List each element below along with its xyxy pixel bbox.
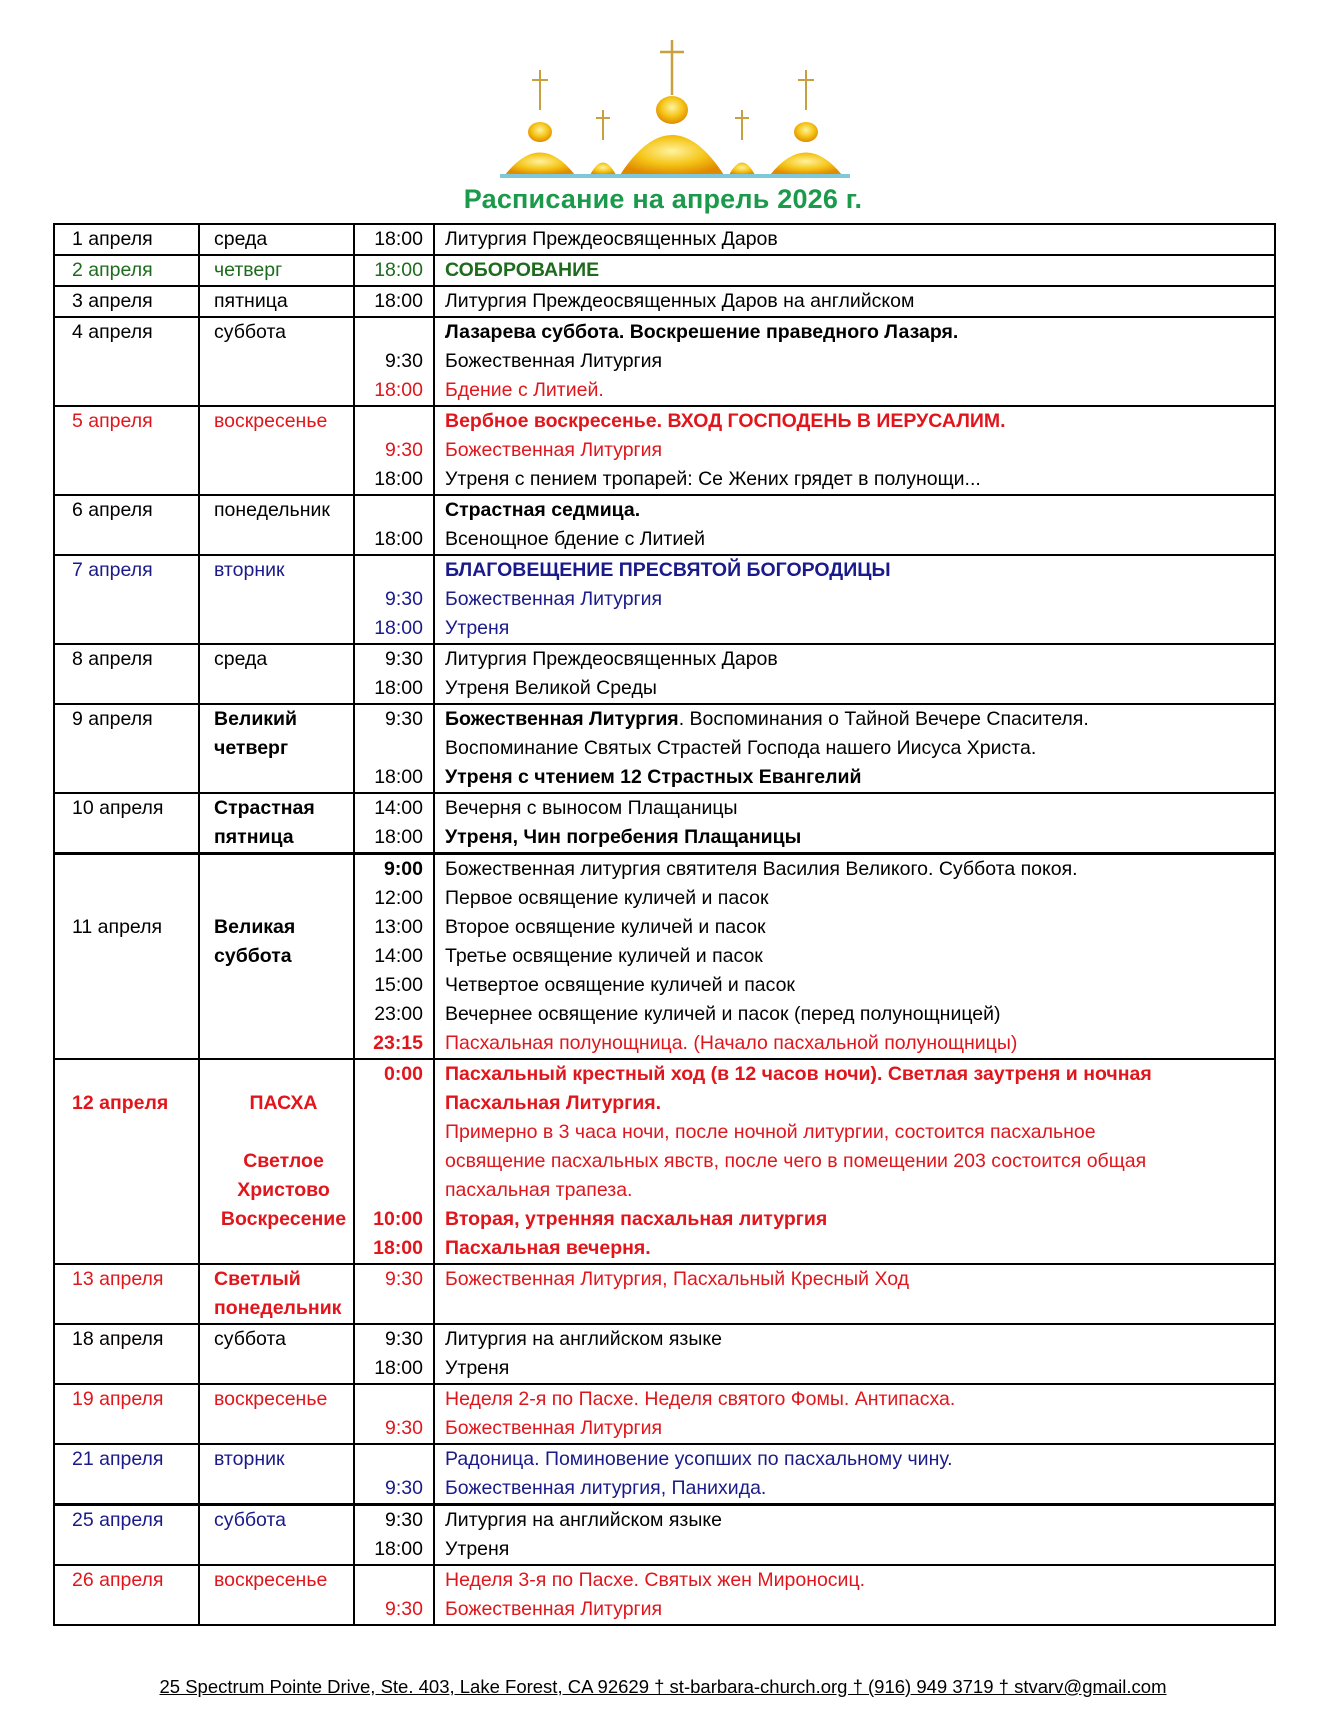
service-description [445,855,1274,884]
event-date: 6 апреля [72,499,153,521]
service-title: Второе освящение куличей и пасок [445,916,766,938]
service-description [445,376,1274,405]
weekday-label: воскресенье [214,410,328,432]
schedule-row [54,555,1275,644]
service-title: Божественная литургия святителя Василия Великого. Суббота покоя. [445,858,1078,880]
service-title: Божественная Литургия, Пасхальный Кресный Ход [445,1268,910,1290]
service-description [445,1474,1274,1503]
event-date: 4 апреля [72,321,153,343]
service-title: пасхальная трапеза. [445,1179,633,1201]
event-date: 12 апреля [72,1092,169,1114]
date-cell [54,406,199,495]
service-title: Неделя 3-я по Пасхе. Святых жен Мироносиц. [445,1569,866,1591]
service-description [445,585,1274,614]
weekday-label: Великая [214,916,296,938]
weekday-cell [199,406,354,495]
weekday-cell [199,644,354,704]
weekday-label: среда [214,648,268,670]
weekday-label: вторник [214,559,285,581]
date-cell [54,1059,199,1264]
weekday-label: понедельник [214,499,330,521]
service-description [445,1445,1274,1474]
service-title: БЛАГОВЕЩЕНИЕ ПРЕСВЯТОЙ БОГОРОДИЦЫ [445,559,891,581]
service-description [445,645,1274,674]
service-time [355,1445,423,1474]
service-title: Утреня Великой Среды [445,677,657,699]
service-title: Лазарева суббота. Воскрешение праведного Лазаря. [445,321,959,343]
weekday-label: суббота [214,1509,287,1531]
schedule-row [54,1264,1275,1324]
event-date: 2 апреля [72,259,153,281]
weekday-label: Воскресение [220,1208,347,1230]
service-time: 9:30 [385,708,423,730]
service-description [445,225,1274,254]
service-time [355,1385,423,1414]
weekday-label: Страстная [214,797,315,819]
service-description [445,1414,1274,1443]
service-title: Пасхальная полунощница. (Начало пасхальной полунощницы) [445,1032,1018,1054]
service-time [355,1566,423,1595]
description-cell [434,255,1275,286]
service-title: Воспоминание Святых Страстей Господа нашего Иисуса Христа. [445,737,1037,759]
service-description [445,794,1274,823]
date-cell [54,286,199,317]
service-description [445,1147,1274,1176]
time-cell [354,555,434,644]
schedule-row [54,644,1275,704]
service-time: 0:00 [383,1063,423,1085]
service-title: Вторая, утренняя пасхальная литургия [445,1208,828,1230]
weekday-label: суббота [214,945,292,967]
spacer [445,1294,1274,1323]
service-title: Неделя 2-я по Пасхе. Неделя святого Фомы. Антипасха. [445,1388,956,1410]
schedule-row [54,1444,1275,1505]
weekday-label: пятница [214,290,288,312]
schedule-row [54,1059,1275,1264]
event-date: 5 апреля [72,410,153,432]
service-title: Литургия Преждеосвященных Даров [445,648,778,670]
weekday-cell [199,317,354,406]
date-cell [54,1565,199,1625]
service-time: 23:15 [373,1032,423,1054]
service-time [355,496,423,525]
service-time [355,1147,423,1176]
service-description [445,1535,1274,1564]
service-description [445,942,1274,971]
service-description [445,525,1274,554]
weekday-cell [199,1264,354,1324]
date-cell [54,555,199,644]
time-cell [354,406,434,495]
weekday-label: воскресенье [214,1388,328,1410]
service-title: Утреня, Чин погребения Плащаницы [445,826,802,848]
service-note: . Воспоминания о Тайной Вечере Спасителя. [678,708,1089,730]
event-date: 25 апреля [72,1509,164,1531]
schedule-row [54,1565,1275,1625]
page-title: Расписание на апрель 2026 г. [463,184,863,214]
weekday-cell [199,555,354,644]
time-cell [354,286,434,317]
service-description [445,884,1274,913]
service-title: Всенощное бдение с Литией [445,528,705,550]
event-date: 13 апреля [72,1268,164,1290]
service-time: 9:30 [385,588,423,610]
schedule-row [54,1505,1275,1566]
description-cell [434,1505,1275,1566]
service-title: освящение пасхальных явств, после чего в помещении 203 состоится общая [445,1150,1147,1172]
service-title: Утреня с чтением 12 Страстных Евангелий [445,766,862,788]
service-time: 18:00 [374,259,423,281]
service-description [445,1354,1274,1383]
service-time: 9:00 [383,858,423,880]
spacer [214,884,353,913]
service-time: 18:00 [374,617,423,639]
weekday-label: суббота [214,1328,287,1350]
service-description [445,1265,1274,1294]
service-title: Примерно в 3 часа ночи, после ночной литургии, состоится пасхальное [445,1121,1096,1143]
service-description [445,1506,1274,1535]
date-cell [54,317,199,406]
schedule-row [54,495,1275,555]
service-time: 9:30 [385,1268,423,1290]
service-description [445,1118,1274,1147]
service-description [445,287,1274,316]
time-cell [354,1324,434,1384]
dome-small-right [729,110,755,175]
service-time: 9:30 [385,1509,423,1531]
service-description [445,1566,1274,1595]
weekday-cell [199,286,354,317]
weekday-cell [199,704,354,793]
time-cell [354,854,434,1060]
dome-left [505,70,575,175]
service-description [445,256,1274,285]
date-cell [54,224,199,255]
service-title: Литургия на английском языке [445,1509,722,1531]
description-cell [434,1264,1275,1324]
event-date: 10 апреля [72,797,164,819]
service-time: 9:30 [385,648,423,670]
service-title: СОБОРОВАНИЕ [445,259,600,281]
service-time [355,1176,423,1205]
description-cell [434,644,1275,704]
weekday-cell [199,255,354,286]
dome-small-left [590,110,616,175]
schedule-row [54,1324,1275,1384]
time-cell [354,224,434,255]
weekday-label: Светлый [214,1268,301,1290]
time-cell [354,1505,434,1566]
service-time: 23:00 [374,1003,423,1025]
event-date: 19 апреля [72,1388,164,1410]
event-date: 18 апреля [72,1328,164,1350]
description-cell [434,1384,1275,1444]
service-title: Божественная Литургия [445,1417,663,1439]
schedule-row [54,255,1275,286]
service-description [445,1060,1274,1089]
description-cell [434,1444,1275,1505]
service-time: 18:00 [374,1357,423,1379]
time-cell [354,1059,434,1264]
service-title: Божественная литургия, Панихида. [445,1477,767,1499]
service-time [355,1089,423,1118]
event-date: 8 апреля [72,648,153,670]
event-date: 7 апреля [72,559,153,581]
service-description [445,1234,1274,1263]
service-time: 9:30 [385,1477,423,1499]
weekday-label: ПАСХА [249,1092,318,1114]
weekday-cell [199,224,354,255]
description-cell [434,854,1275,1060]
service-description [445,705,1274,734]
service-title: Литургия Преждеосвященных Даров [445,228,778,250]
date-cell [54,1384,199,1444]
description-cell [434,1565,1275,1625]
service-description [445,1000,1274,1029]
schedule-row [54,286,1275,317]
date-cell [54,1264,199,1324]
service-time: 9:30 [385,439,423,461]
service-title: Радоница. Поминовение усопших по пасхальному чину. [445,1448,953,1470]
description-cell [434,704,1275,793]
service-description [445,1595,1274,1624]
service-time [355,318,423,347]
service-title: Четвертое освящение куличей и пасок [445,974,795,996]
time-cell [354,255,434,286]
service-time: 18:00 [374,826,423,848]
weekday-label: Великий [214,708,298,730]
service-time: 18:00 [374,379,423,401]
description-cell [434,1059,1275,1264]
service-title: Божественная Литургия [445,708,679,730]
service-time: 14:00 [374,797,423,819]
service-title: Утреня [445,1357,510,1379]
weekday-label [214,1118,353,1147]
schedule-row [54,854,1275,1060]
weekday-cell [199,1384,354,1444]
service-title: Божественная Литургия [445,588,663,610]
service-description [445,465,1274,494]
service-time: 9:30 [385,1328,423,1350]
description-cell [434,286,1275,317]
spacer [355,1294,423,1323]
weekday-cell [199,1324,354,1384]
service-description [445,1385,1274,1414]
dome-center [620,40,724,175]
spacer [214,1060,353,1089]
weekday-label: Светлое [243,1150,324,1172]
service-title: Первое освящение куличей и пасок [445,887,769,909]
service-time: 18:00 [374,468,423,490]
service-time: 14:00 [374,945,423,967]
service-description [445,1029,1274,1058]
event-date: 3 апреля [72,290,153,312]
time-cell [354,704,434,793]
service-time: 12:00 [374,887,423,909]
service-description [445,436,1274,465]
service-description [445,1325,1274,1354]
service-description [445,971,1274,1000]
service-title: Утреня [445,1538,510,1560]
description-cell [434,1324,1275,1384]
service-description [445,1089,1274,1118]
service-title: Божественная Литургия [445,350,663,372]
service-time [355,1118,423,1147]
time-cell [354,793,434,854]
service-description [445,823,1274,852]
service-title: Пасхальная вечерня. [445,1237,651,1259]
schedule-row [54,406,1275,495]
schedule-table [53,223,1276,1626]
service-time: 9:30 [385,1598,423,1620]
schedule-row [54,1384,1275,1444]
service-time: 18:00 [374,677,423,699]
weekday-cell [199,1444,354,1505]
date-cell [54,644,199,704]
weekday-cell [199,1565,354,1625]
service-description [445,734,1274,763]
schedule-row [54,704,1275,793]
service-time: 18:00 [374,766,423,788]
service-title: Вербное воскресенье. ВХОД ГОСПОДЕНЬ В ИЕРУСАЛИМ. [445,410,1006,432]
service-description [445,1176,1274,1205]
date-cell [54,704,199,793]
service-time: 9:30 [385,1417,423,1439]
weekday-label: суббота [214,321,287,343]
service-title: Литургия Преждеосвященных Даров на английском [445,290,915,312]
weekday-label: пятница [214,826,294,848]
service-time: 18:00 [374,290,423,312]
description-cell [434,555,1275,644]
service-description [445,318,1274,347]
spacer [72,855,198,884]
weekday-cell [199,854,354,1060]
dome-right [770,70,842,175]
service-description [445,913,1274,942]
weekday-cell [199,793,354,854]
service-time: 10:00 [373,1208,423,1230]
service-title: Пасхальная Литургия. [445,1092,662,1114]
service-title: Божественная Литургия [445,1598,663,1620]
time-cell [354,1384,434,1444]
time-cell [354,317,434,406]
service-description [445,763,1274,792]
weekday-label: вторник [214,1448,285,1470]
description-cell [434,406,1275,495]
service-description [445,614,1274,643]
time-cell [354,644,434,704]
description-cell [434,224,1275,255]
service-time: 13:00 [374,916,423,938]
weekday-cell [199,1505,354,1566]
weekday-cell [199,1059,354,1264]
weekday-label: четверг [214,259,283,281]
event-date: 21 апреля [72,1448,164,1470]
service-title: Страстная седмица. [445,499,641,521]
date-cell [54,854,199,1060]
service-description [445,674,1274,703]
footer-contact: 25 Spectrum Pointe Drive, Ste. 403, Lake Forest, CA 92629 † st-barbara-church.org † (916) 949 3719 † stvarv@gmail.com [159,1676,1167,1697]
weekday-label: четверг [214,737,289,759]
time-cell [354,1565,434,1625]
service-title: Бдение с Литией. [445,379,604,401]
description-cell [434,793,1275,854]
service-time: 9:30 [385,350,423,372]
service-title: Пасхальный крестный ход (в 12 часов ночи). Светлая заутреня и ночная [445,1063,1152,1085]
time-cell [354,495,434,555]
date-cell [54,1324,199,1384]
event-date: 26 апреля [72,1569,164,1591]
event-date: 9 апреля [72,708,153,730]
description-cell [434,495,1275,555]
weekday-label: понедельник [214,1297,342,1319]
service-description [445,1205,1274,1234]
date-cell [54,495,199,555]
event-date: 11 апреля [72,916,163,938]
service-description [445,496,1274,525]
time-cell [354,1264,434,1324]
service-description [445,556,1274,585]
weekday-label: среда [214,228,268,250]
service-time [355,556,423,585]
service-title: Утреня [445,617,510,639]
date-cell [54,1505,199,1566]
schedule-row [54,224,1275,255]
event-date: 1 апреля [72,228,153,250]
schedule-row [54,317,1275,406]
service-time: 18:00 [373,1237,423,1259]
service-description [445,347,1274,376]
schedule-row [54,793,1275,854]
service-title: Литургия на английском языке [445,1328,722,1350]
spacer [72,1060,198,1089]
service-time: 15:00 [374,974,423,996]
time-cell [354,1444,434,1505]
service-title: Вечерня с выносом Плащаницы [445,797,738,819]
date-cell [54,1444,199,1505]
church-domes-icon [500,40,850,180]
service-title: Вечернее освящение куличей и пасок (перед полунощницей) [445,1003,1001,1025]
date-cell [54,255,199,286]
service-time: 18:00 [374,1538,423,1560]
service-title: Божественная Литургия [445,439,663,461]
description-cell [434,317,1275,406]
weekday-label: Христово [237,1179,330,1201]
weekday-label: воскресенье [214,1569,328,1591]
service-time [355,734,423,763]
service-title: Третье освящение куличей и пасок [445,945,763,967]
service-time: 18:00 [374,528,423,550]
service-time [355,407,423,436]
service-description [445,407,1274,436]
spacer [72,884,198,913]
service-time: 18:00 [374,228,423,250]
service-title: Утреня с пением тропарей: Се Жених грядет в полунощи... [445,468,981,490]
weekday-cell [199,495,354,555]
date-cell [54,793,199,854]
spacer [214,855,353,884]
